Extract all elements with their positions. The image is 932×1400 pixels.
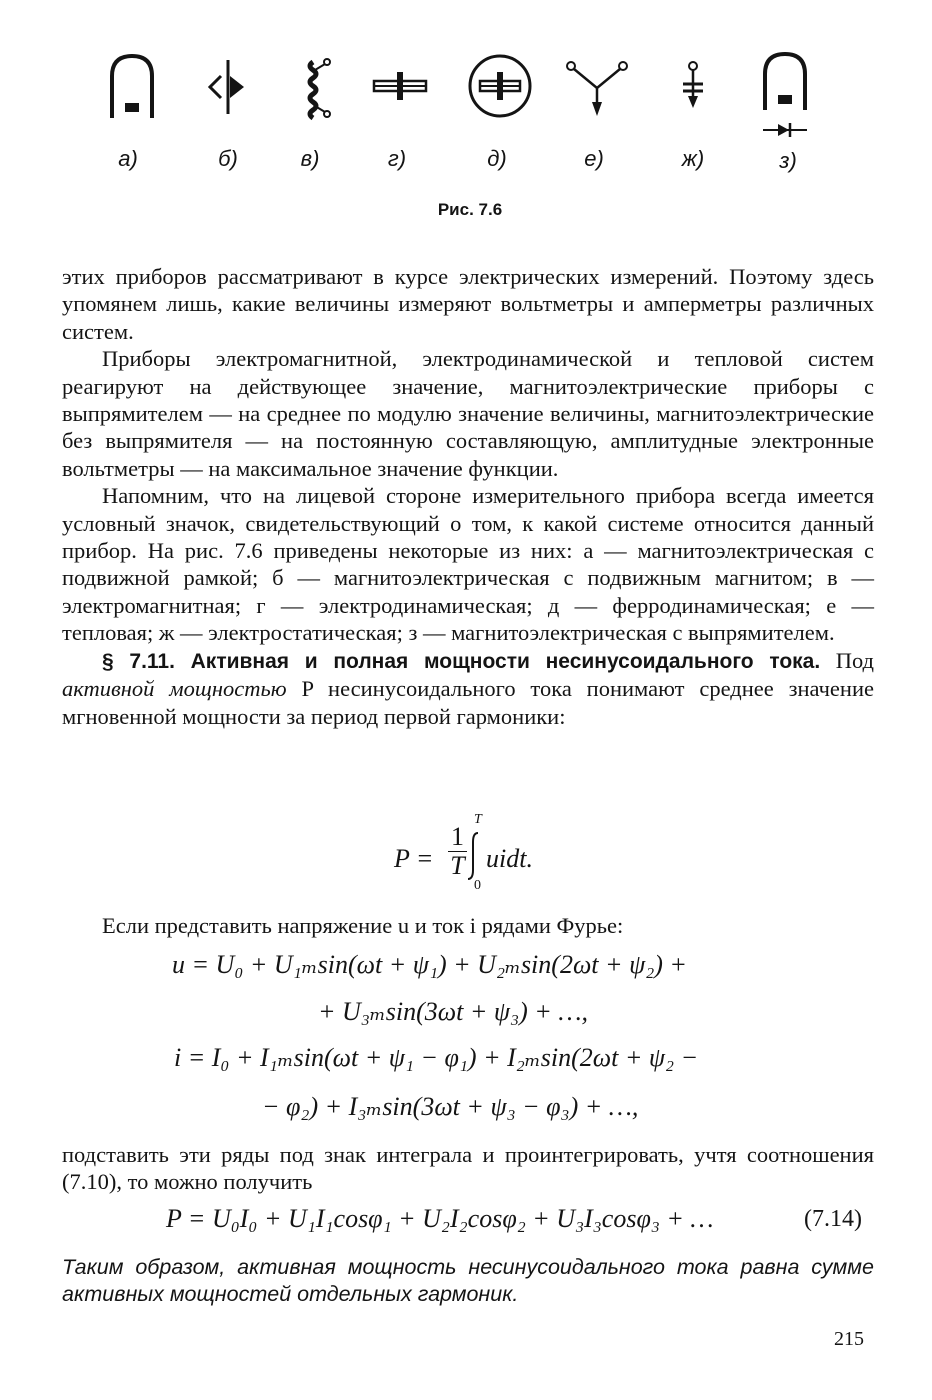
- formula-power-sum: P = U₀I₀ + U₁I₁cosφ₁ + U₂I₂cosφ₂ + U₃I₃cosφ₃ + …: [166, 1204, 714, 1233]
- figure-letter: б): [218, 146, 238, 171]
- symbol-rectifier-icon: [745, 50, 825, 145]
- formula-i-line2: − φ₂) + I₃ₘsin(3ωt + ψ₃ − φ₃) + …,: [262, 1092, 639, 1121]
- figure-7-6: [100, 50, 840, 230]
- figure-caption: Рис. 7.6: [437, 200, 503, 219]
- conclusion-text: Таким образом, активная мощность несинусоидального тока равна сумме активных мощностей отдельных гармоник.: [62, 1255, 874, 1307]
- figure-letter: а): [118, 146, 138, 171]
- formula-u-line2: + U₃ₘsin(3ωt + ψ₃) + …,: [318, 997, 588, 1026]
- symbol-moving-coil-icon: [92, 50, 172, 130]
- figure-letter: г): [387, 146, 407, 171]
- figure-letter: ж): [681, 146, 705, 171]
- symbol-ferrodynamic-icon: [460, 50, 540, 130]
- page-number: 215: [834, 1328, 864, 1350]
- text-block-substitute: [62, 1141, 874, 1196]
- text-block-fourier: [62, 912, 874, 939]
- formula-i-line1: i = I₀ + I₁ₘsin(ωt + ψ₁ − φ₁) + I₂ₘsin(2ωt + ψ₂ −: [174, 1043, 699, 1072]
- equation-number: (7.14): [804, 1206, 862, 1232]
- paragraph: Если представить напряжение u и ток i рядами Фурье:: [102, 913, 624, 938]
- term-active-power: активной мощностью: [62, 676, 287, 702]
- formula-u-line1: u = U₀ + U₁ₘsin(ωt + ψ₁) + U₂ₘsin(2ωt + ψ₂) +: [172, 950, 687, 979]
- book-page: а) б) в) г) д) е) ж) з) Рис. 7.6 этих приборов рассматривают в курсе электрических измерений. Поэтому здесь упомянем лишь, какие величины измеряют вольтметры и амперметры различных систем. Приборы электромагнитной, электродинамической и тепловой систем реагируют на действующее значение, магнитоэлектрические приборы с выпрямителем — на среднее по модулю значение величины, магнитоэлектрические без выпрямителя — на постоянную составляющую, амплитудные электронные вольтметры — на максимальное значение функции. Напомним, что на лицевой стороне измерительного прибора всегда имеется условный значок, свидетельствующий о том, к какой системе относится данный прибор. На рис. 7.6 приведены некоторые из них: а — магнитоэлектрическая с подвижной рамкой; б — магнитоэлектрическая с подвижным магнитом; в — электромагнитная; г — электродинамическая; д — ферродинамическая; е — тепловая; ж — электростатическая; з — магнитоэлектрическая с выпрямителем. § 7.11. Активная и полная мощности несинусоидального тока. Под активной мощностью P несинусоидального тока понимают среднее значение мгновенной мощности за период первой гармоники: P = $\frac{1}{T}$ T 0 uidt. Если представить напряжение u и ток i рядами Фурье: u = U₀ + U₁ₘsin(ωt + ψ₁) + U₂ₘsin(2ωt + ψ₂) + + U₃ₘsin(3ωt + ψ₃) + …, i = I₀ + I₁ₘsin(ωt + ψ₁ − φ₁) + I₂ₘsin(2ωt + ψ₂ − − φ₂) + I₃ₘsin(3ωt + ψ₃ − φ₃) + …, подставить эти ряды под знак интеграла и проинтегрировать, учтя соотношения (7.10), то можно получить P = U₀I₀ + U₁I₁cosφ₁ + U₂I₂cosφ₂ + U₃I₃cosφ₃ + … (7.14) Таким образом, активная мощность несинусоидального тока равна сумме активных мощностей отдельных гармоник. 215: [0, 0, 932, 1400]
- integral-sign-icon: [464, 830, 484, 882]
- symbol-thermal-icon: [556, 50, 636, 130]
- paragraph: этих приборов рассматривают в курсе электрических измерений. Поэтому здесь упомянем лишь, какие величины измеряют вольтметры и амперметры различных систем.: [62, 264, 874, 344]
- figure-letter: в): [300, 146, 320, 171]
- figure-letter: з): [779, 148, 797, 173]
- symbol-moving-magnet-icon: [188, 50, 268, 130]
- symbol-electrodynamic-icon: [360, 50, 440, 130]
- paragraph: подставить эти ряды под знак интеграла и проинтегрировать, учтя соотношения (7.10), то можно получить: [62, 1142, 874, 1195]
- symbol-electromagnetic-icon: [273, 50, 353, 130]
- symbol-electrostatic-icon: [653, 50, 733, 130]
- figure-letter: д): [487, 146, 507, 171]
- paragraph: Напомним, что на лицевой стороне измерительного прибора всегда имеется условный значок, свидетельствующий о том, к какой системе относится данный прибор. На рис. 7.6 приведены некоторые из них: а — магнитоэлектрическая с подвижной рамкой; б — магнитоэлектрическая с подвижным магнитом; в — электромагнитная; г — электродинамическая; д — ферродинамическая; е — тепловая; ж — электростатическая; з — магнитоэлектрическая с выпрямителем.: [62, 483, 874, 646]
- text-block-conclusion: [62, 1254, 874, 1309]
- paragraph: Приборы электромагнитной, электродинамической и тепловой систем реагируют на действующее значение, магнитоэлектрические приборы с выпрямителем — на среднее по модулю значение величины, магнитоэлектрические без выпрямителя — на постоянную составляющую, амплитудные электронные вольтметры — на максимальное значение функции.: [62, 346, 874, 481]
- section-heading: § 7.11. Активная и полная мощности несинусоидального тока.: [102, 649, 821, 673]
- text-block-upper: [62, 263, 874, 730]
- section-paragraph: § 7.11. Активная и полная мощности несинусоидального тока. Под активной мощностью P несинусоидального тока понимают среднее значение мгновенной мощности за период первой гармоники:: [62, 647, 875, 729]
- figure-letter: е): [584, 146, 604, 171]
